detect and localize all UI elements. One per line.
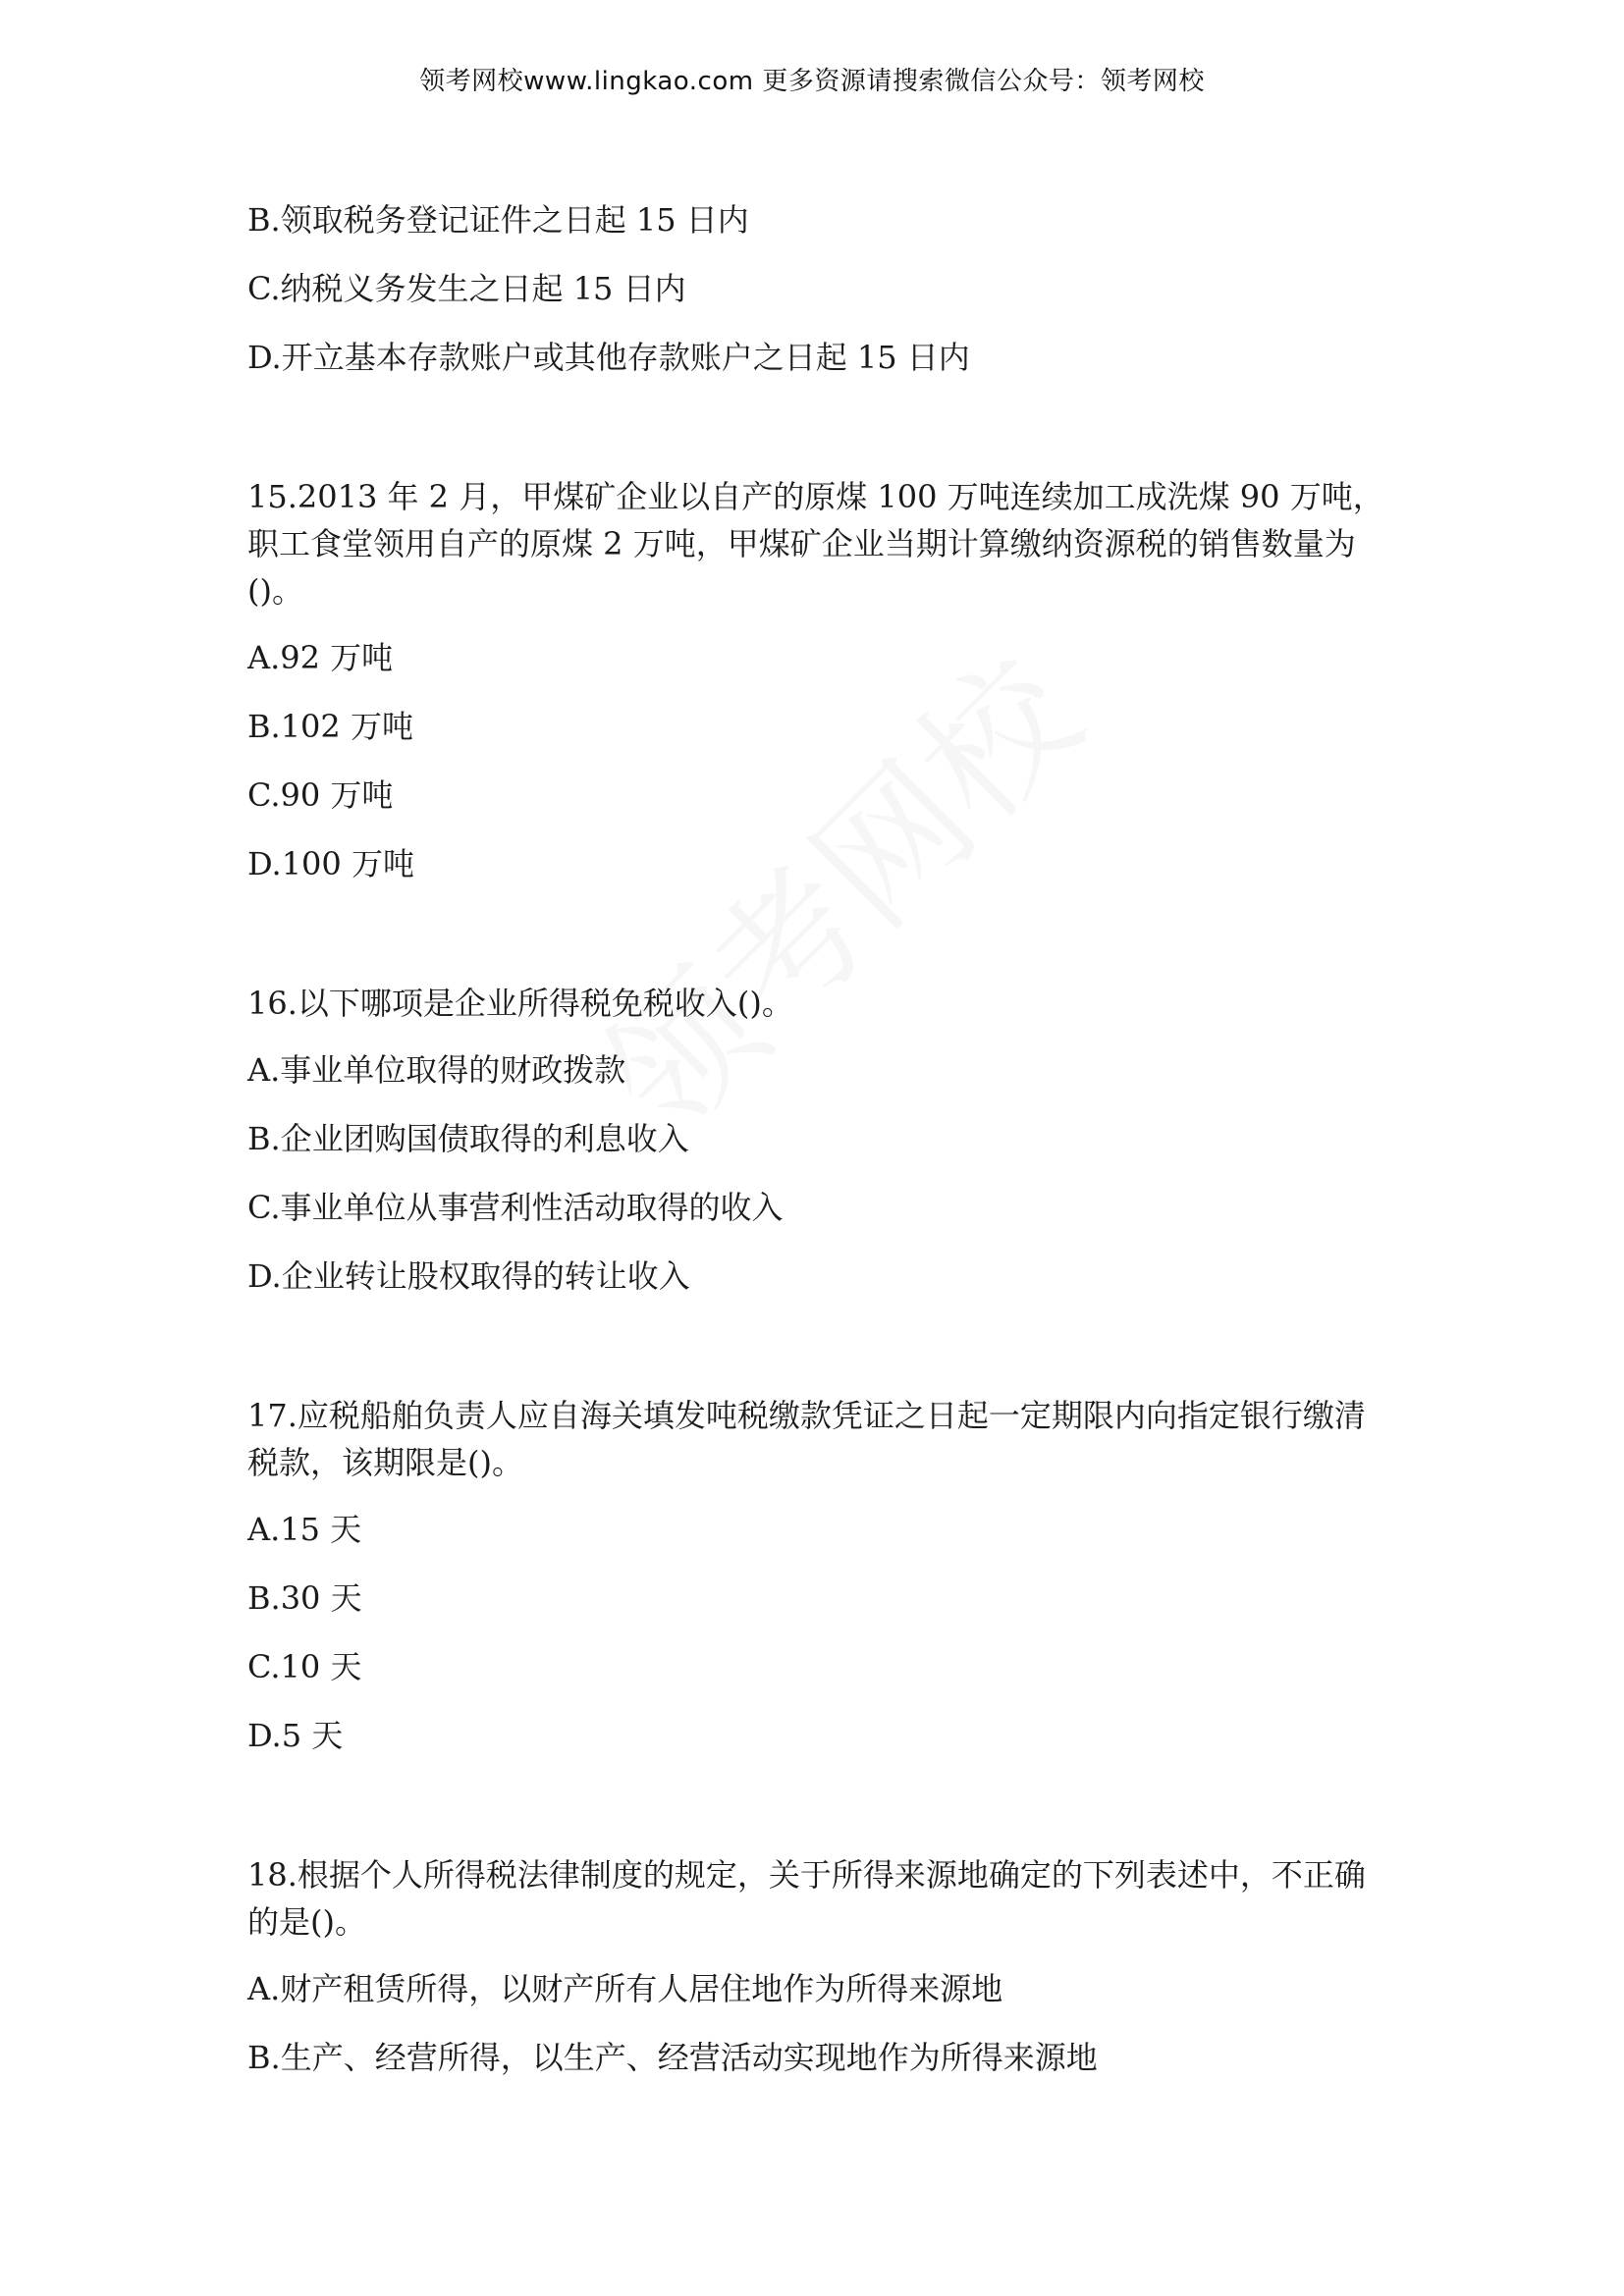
option-c: C.10 天 <box>247 1648 362 1685</box>
option-b: B.企业团购国债取得的利息收入 <box>247 1120 689 1157</box>
question-17 <box>247 1392 1386 1759</box>
option-c: C.90 万吨 <box>247 776 394 814</box>
document-body <box>247 196 1386 2103</box>
option-prev-c: C.纳税义务发生之日起 15 日内 <box>247 270 686 307</box>
option-prev-d: D.开立基本存款账户或其他存款账户之日起 15 日内 <box>247 339 970 376</box>
question-stem: 16.以下哪项是企业所得税免税收入()。 <box>247 985 793 1022</box>
question-stem: 18.根据个人所得税法律制度的规定，关于所得来源地确定的下列表述中，不正确的是()。 <box>247 1856 1366 1941</box>
option-d: D.100 万吨 <box>247 845 414 882</box>
question-stem: 15.2013 年 2 月，甲煤矿企业以自产的原煤 100 万吨连续加工成洗煤 90 万吨，职工食堂领用自产的原煤 2 万吨，甲煤矿企业当期计算缴纳资源税的销售数量为()。 <box>247 478 1384 610</box>
option-b: B.生产、经营所得，以生产、经营活动实现地作为所得来源地 <box>247 2039 1098 2076</box>
option-d: D.5 天 <box>247 1717 344 1754</box>
option-a: A.事业单位取得的财政拨款 <box>247 1051 626 1089</box>
option-d: D.企业转让股权取得的转让收入 <box>247 1257 690 1295</box>
option-b: B.30 天 <box>247 1579 362 1617</box>
question-16 <box>247 980 1386 1300</box>
question-stem: 17.应税船舶负责人应自海关填发吨税缴款凭证之日起一定期限内向指定银行缴清税款，该期限是()。 <box>247 1397 1366 1481</box>
question-15 <box>247 473 1386 887</box>
option-a: A.92 万吨 <box>247 639 394 676</box>
question-18 <box>247 1851 1386 2081</box>
page-header: 领考网校www.lingkao.com 更多资源请搜索微信公众号：领考网校 <box>419 67 1205 96</box>
option-a: A.财产租赁所得，以财产所有人居住地作为所得来源地 <box>247 1970 1003 2007</box>
option-prev-b: B.领取税务登记证件之日起 15 日内 <box>247 201 749 239</box>
option-a: A.15 天 <box>247 1511 362 1548</box>
option-c: C.事业单位从事营利性活动取得的收入 <box>247 1189 784 1226</box>
option-b: B.102 万吨 <box>247 708 413 745</box>
